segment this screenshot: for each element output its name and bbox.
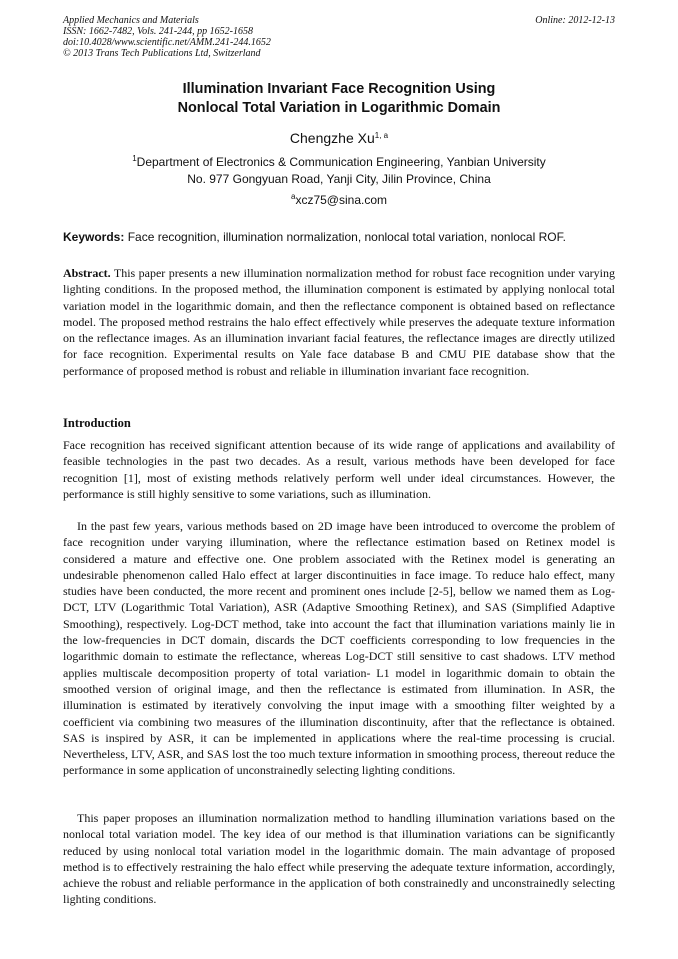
title-line-1: Illumination Invariant Face Recognition Using: [182, 81, 496, 97]
keywords-label: Keywords:: [63, 230, 125, 244]
affiliation-superscript: 1: [132, 154, 137, 163]
intro-paragraph-2: In the past few years, various methods based on 2D image have been introduced to overcome the problem of face recognition under varying illumination, where the reflectance estimation based on Retinex model is considered a mature and effective one. One problem associated with the Retinex model is generating an undesirable phenomenon called Halo effect at larger discontinuities in face image. To reduce halo effect, many studies have been conducted, the more recent and prominent ones include [2-5], bellow we named them as Log-DCT, LTV (Logarithmic Total Variation), ASR (Adaptive Smoothing Retinex), and SAS (Simplified Adaptive Smoothing), respectively. Log-DCT method, take into account the fact that illumination variations mainly lie in the low-frequencies in DCT domain, discards the DCT coefficients corresponding to low frequencies in the logarithmic domain to estimate the reflectance, whereas Log-DCT still sensitive to cast shadows. LTV method applies multiscale decomposition property of total variation- L1 model in logarithmic domain to obtain the smoothed version of original image, and then the reflectance is estimated from illumination. In ASR, the illumination is estimated by iteratively convolving the input image with a smoothing filter weighted by a coefficient via combining two measures of the illumination discontinuity, after that the reflectance is obtained. SAS is inspired by ASR, it can be implemented in applications where the real-time processing is crucial. Nevertheless, LTV, ASR, and SAS lost the too much texture information in smoothing process, thereout reduce the performance in some application of unconstrainedly selecting lighting conditions.: [63, 519, 615, 778]
keywords: [63, 229, 615, 245]
title-line-2: Nonlocal Total Variation in Logarithmic Domain: [177, 100, 501, 116]
publication-header: [63, 15, 615, 59]
journal-name: Applied Mechanics and Materials: [63, 15, 199, 26]
email-superscript: a: [291, 192, 296, 201]
abstract: [63, 265, 615, 379]
paper-title: [0, 80, 678, 118]
abstract-text: This paper presents a new illumination normalization method for robust face recognition under varying lighting conditions. In the proposed method, the illumination component is estimated by applying nonlocal total variation model in the logarithmic domain, and then the reflectance component is obtained based on reflectance model. The proposed method restrains the halo effect effectively while preserves the adequate texture information on the reflectance images. As an illumination invariant facial features, the reflectance images are directly utilized for face recognition. Experimental results on Yale face database B and CMU PIE database show that the performance of proposed method is robust and reliable in illumination invariant face recognition.: [63, 266, 615, 378]
copyright-line: © 2013 Trans Tech Publications Ltd, Switzerland: [63, 48, 261, 59]
abstract-label: Abstract.: [63, 266, 111, 280]
affiliation: [0, 154, 678, 188]
author-superscript: 1, a: [374, 131, 389, 140]
email-address[interactable]: xcz75@sina.com: [295, 193, 387, 207]
affiliation-line-1: Department of Electronics & Communication Engineering, Yanbian University: [136, 155, 546, 169]
introduction-heading: Introduction: [63, 416, 131, 430]
online-date: Online: 2012-12-13: [535, 15, 615, 26]
keywords-text: Face recognition, illumination normalization, nonlocal total variation, nonlocal ROF.: [127, 230, 566, 244]
doi-line: doi:10.4028/www.scientific.net/AMM.241-244.1652: [63, 37, 271, 48]
affiliation-line-2: No. 977 Gongyuan Road, Yanji City, Jilin Province, China: [187, 172, 491, 186]
issn-line: ISSN: 1662-7482, Vols. 241-244, pp 1652-1658: [63, 26, 253, 37]
intro-paragraph-1: Face recognition has received significant attention because of its wide range of applications and availability of feasible technologies in the past two decades. As a result, various methods have been developed for face recognition [1], most of existing methods relatively perform well under ideal circumstances. However, the performance is still highly sensitive to some variations, such as illumination.: [63, 438, 615, 501]
intro-paragraph-3: This paper proposes an illumination normalization method to handling illumination variations based on the nonlocal total variation model. The key idea of our method is that illumination variations can be significantly reduced by using nonlocal total variation model in the logarithmic domain. The main advantage of proposed method is to effectively restraining the halo effect while preserving the adequate texture information, accordingly, achieve the robust and reliable performance in the application of both constrainedly and unconstrainedly selecting lighting conditions.: [63, 811, 615, 907]
author-line: [0, 129, 678, 147]
author-name: Chengzhe Xu: [289, 130, 375, 146]
email-line: [0, 192, 678, 208]
